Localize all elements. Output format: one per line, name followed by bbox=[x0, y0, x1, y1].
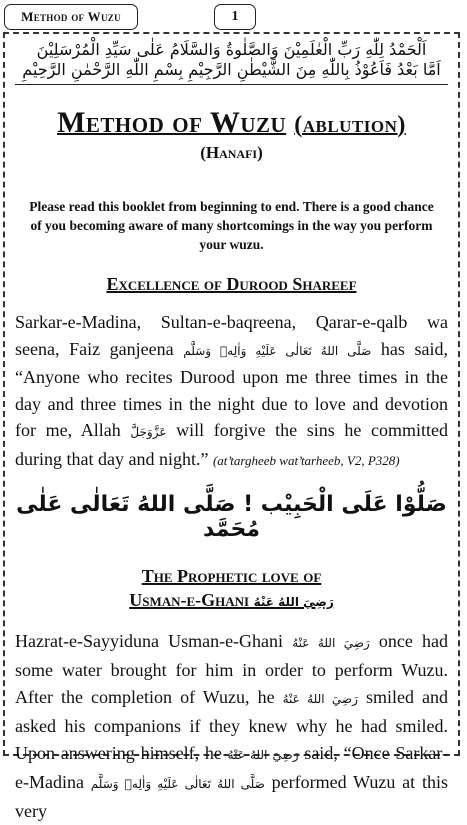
reference-citation: (at’targheeb wat’tarheeb, V2, P328) bbox=[212, 452, 400, 468]
salawat-inline: صَلَّى اللهُ تَعَالٰى عَلَيْهِ وَاٰلِهٖ وَسَلَّم bbox=[90, 777, 265, 791]
opening-separator bbox=[15, 84, 448, 85]
honorific-inline: رَضِيَ اللهُ عَنْهُ bbox=[292, 636, 370, 650]
title-paren: (ablution) bbox=[294, 112, 406, 138]
text-run: will forgive the sins he committed during that day and night.” bbox=[15, 420, 448, 469]
page-content bbox=[5, 34, 458, 825]
text-run: performed Wuzu at this very bbox=[15, 772, 448, 821]
page-title bbox=[13, 107, 450, 141]
text-run: once had some water brought for him in order to perform Wuzu. After the completion of Wuzu, he bbox=[15, 631, 449, 707]
title-main: Method of Wuzu bbox=[57, 106, 287, 139]
azza-wa-jal-inline: عَزَّوَجَلَّ bbox=[130, 425, 167, 439]
page-number: 1 bbox=[231, 9, 239, 24]
text-run: said, “Once Sarkar-e-Madina bbox=[15, 743, 448, 792]
section-heading-line-2 bbox=[13, 588, 450, 614]
running-title: Method of Wuzu bbox=[21, 9, 121, 24]
intro-note: Please read this booklet from beginning to end. There is a good chance of you becoming aware of many shortcomings in the way you perform your wuzu. bbox=[29, 199, 434, 252]
text-run: smiled and asked his companions if they knew why he had smiled. Upon answering himself, he bbox=[15, 687, 448, 763]
honorific-inline: رَضِيَ اللهُ عَنْهُ bbox=[253, 595, 334, 609]
honorific-inline: رَضِيَ اللهُ عَنْهُ bbox=[282, 692, 358, 706]
text-run: Sarkar-e-Madina, Sultan-e-baqreena, Qarar-e-qalb wa seena, Faiz ganjeena bbox=[15, 312, 448, 359]
page-subtitle: (Hanafi) bbox=[200, 143, 263, 162]
opening-line-1: اَلْحَمْدُ لِلّٰهِ رَبِّ الْعٰلَمِيْنَ وَالصَّلٰوةُ وَالسَّلَامُ عَلٰى سَيِّدِ الْمُرْسَلِيْنَ bbox=[36, 40, 427, 59]
text-run: has said, “Anyone who recites Durood upon me three times in the day and three times in the night due to love and devotion for me, Allah bbox=[15, 338, 448, 440]
heading-name: Usman-e-Ghani bbox=[129, 590, 250, 610]
paragraph-excellence bbox=[15, 309, 448, 474]
opening-line-2: اَمَّا بَعْدُ فَاَعُوْذُ بِاللّٰهِ مِنَ الشَّيْطٰنِ الرَّجِيْمِ بِسْمِ اللّٰهِ الرَّحْمٰنِ الرَّحِيْمِ bbox=[22, 60, 441, 79]
honorific-inline: رَضِيَ اللهُ عَنْهُ bbox=[227, 748, 299, 762]
text-run: Hazrat-e-Sayyiduna Usman-e-Ghani bbox=[15, 631, 293, 651]
section-heading-line-1: The Prophetic love of bbox=[141, 566, 322, 586]
page-frame bbox=[3, 32, 460, 821]
paragraph-prophetic-love bbox=[15, 628, 448, 825]
page-number-tab bbox=[214, 4, 256, 30]
section-heading-excellence: Excellence of Durood Shareef bbox=[106, 274, 357, 294]
running-title-tab bbox=[4, 4, 138, 30]
salawat-inline: صَلَّى اللهُ تَعَالٰى عَلَيْهِ وَاٰلِهٖ وَسَلَّم bbox=[183, 343, 372, 358]
durood-line: صَلُّوْا عَلَى الْحَبِيْب ! صَلَّى اللهُ تَعَالٰى عَلٰى مُحَمَّد bbox=[16, 492, 447, 542]
